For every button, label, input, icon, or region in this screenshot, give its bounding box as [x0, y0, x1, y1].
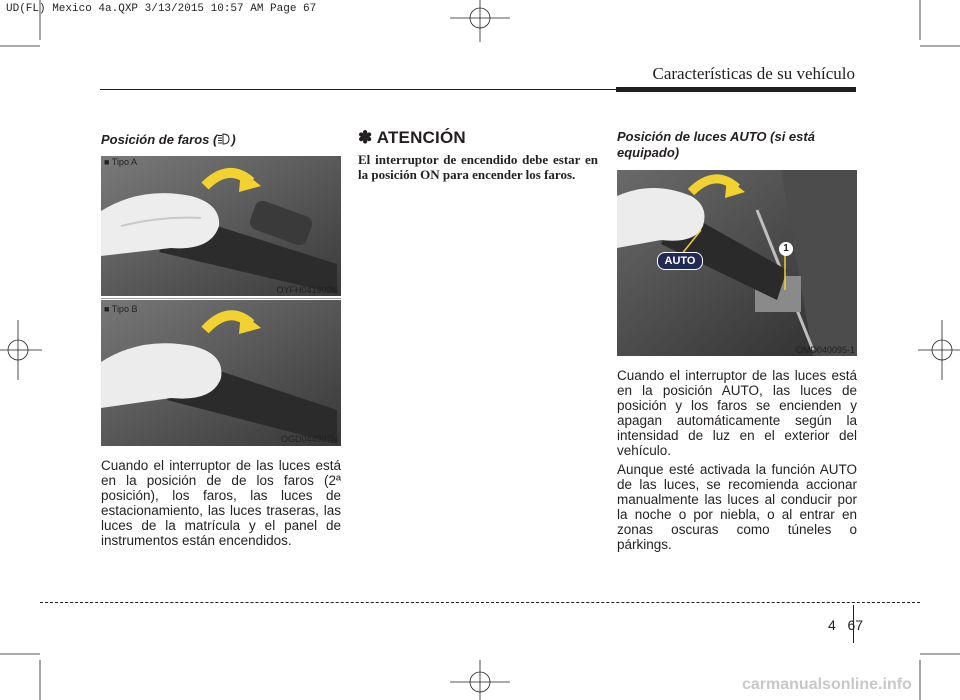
- headlight-paragraph: Cuando el interruptor de las luces está en la posición de de los faros (2ª posición), los faros, las luces de estacionamiento, las luces traseras, las luces de la matrícula y el panel de instrumentos están encendidos.: [101, 458, 341, 548]
- figure-code-2: OGD044907N: [280, 434, 338, 444]
- auto-paragraph-2: Aunque esté activada la función AUTO de las luces, se recomienda accionar manualmente las luces al conducir por la noche o por niebla, o al entrar en zonas oscuras como túneles o párkings.: [617, 462, 857, 552]
- callout-number: 1: [779, 242, 793, 256]
- heading-text-post: ): [231, 132, 236, 147]
- figure-code-1: OYFH041902N: [276, 285, 338, 295]
- photo-stalk-type-a: [101, 156, 341, 296]
- attention-heading: ✽ ATENCIÓN: [358, 128, 466, 147]
- figure-code-3: OMD040095-1: [795, 345, 855, 355]
- heading-headlight-position: [101, 132, 341, 147]
- watermark[interactable]: carmanualsonline.info: [742, 676, 912, 693]
- heading-auto-light: Posición de luces AUTO (si está equipado): [617, 129, 815, 160]
- header-rule-thick: [616, 87, 856, 92]
- auto-paragraph-1: Cuando el interruptor de las luces está en la posición AUTO, las luces de posición y los faros se encienden y apagan automáticamente según la intensidad de luz en el exterior del vehículo.: [617, 368, 857, 458]
- header-rule: [100, 89, 616, 90]
- footer-dashed-rule: [40, 602, 920, 603]
- page-number-value: 67: [847, 617, 864, 633]
- headlight-icon: [217, 133, 231, 145]
- auto-callout-badge: AUTO: [657, 252, 703, 270]
- section-number: 4: [828, 617, 836, 633]
- page-number: [828, 617, 863, 633]
- photo-stalk-type-b: [101, 300, 341, 446]
- figure-separator: [101, 298, 341, 299]
- attention-text: El interruptor de encendido debe estar en la posición ON para encender los faros.: [358, 152, 598, 182]
- type-a-label: ■ Tipo A: [104, 157, 137, 167]
- photo-auto-stalk: [617, 170, 857, 356]
- type-b-label: ■ Tipo B: [104, 304, 138, 314]
- printer-slug: UD(FL) Mexico 4a.QXP 3/13/2015 10:57 AM Page 67: [6, 3, 317, 15]
- heading-text-pre: Posición de faros (: [101, 132, 218, 147]
- section-title: Características de su vehículo: [652, 64, 855, 83]
